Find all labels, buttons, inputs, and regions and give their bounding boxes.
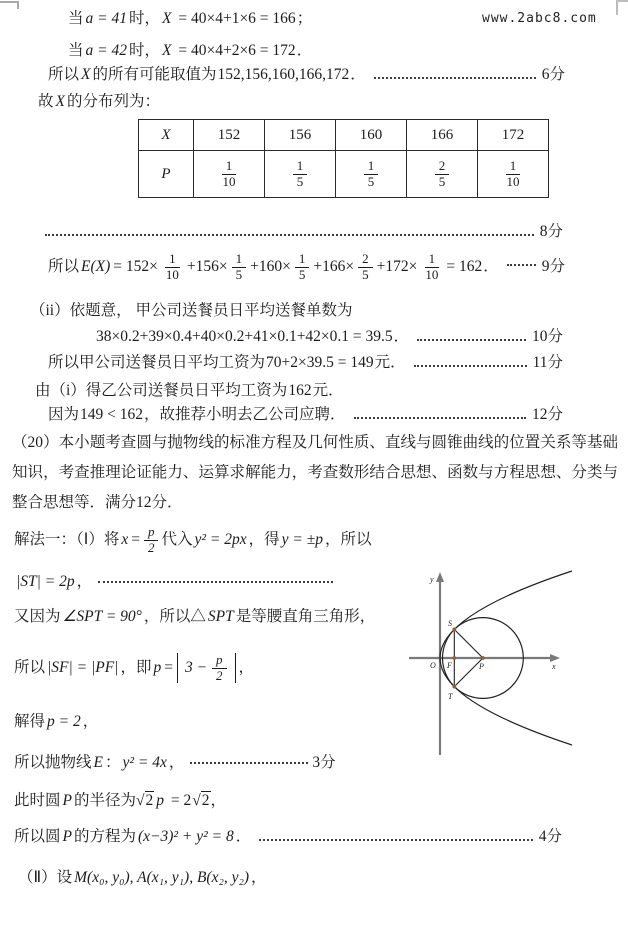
text-run: ， [210, 792, 227, 809]
frac-denominator: 2 [216, 667, 223, 683]
text-run: ， [82, 713, 99, 730]
text-run: 所以抛物线 [14, 754, 92, 771]
watermark-url: www.2abc8.com [482, 11, 597, 26]
text-run: 又因为 [14, 608, 61, 625]
score-label: 11分 [532, 354, 563, 371]
table-cell [407, 151, 478, 198]
line-expectation [48, 248, 565, 286]
math-run: +166× [313, 258, 355, 276]
text-run: ，所以△ [143, 608, 206, 625]
math-run: 152,156,160,166,172 [217, 66, 350, 83]
table-cell [336, 151, 407, 198]
frac-numerator: 1 [293, 159, 308, 175]
dotted-leader [374, 77, 536, 79]
table-cell: 156 [265, 120, 336, 151]
math-run: 38×0.2+39×0.4+40×0.2+41×0.1+42×0.1 = 39.5 [96, 328, 393, 345]
text-run: 所以甲公司送餐员日平均工资为 [48, 354, 266, 371]
segment-sp [454, 629, 483, 658]
frac-numerator: 1 [165, 252, 180, 268]
frac-numerator: 1 [425, 252, 440, 268]
line-sf-pf [14, 648, 254, 688]
text-run: 时， [128, 10, 160, 27]
math-run: = 2 [167, 792, 192, 809]
math-run: +156× [186, 258, 228, 276]
line-solve-p [14, 712, 98, 731]
text-run: 当 [68, 10, 84, 27]
label-y-axis: y [430, 575, 434, 584]
table-row [139, 120, 549, 151]
text-run: 由（i）得乙公司送餐员日平均工资为 [35, 382, 288, 399]
line-angle [14, 607, 375, 626]
question-20-intro: （20）本小题考查圆与抛物线的标准方程及几何性质、直线与圆锥曲线的位置关系等基础知识，考查推理论证能力、运算求解能力，考查数形结合思想、函数与方程思想、分类与整合思想等．满分12分． [12, 434, 618, 511]
frac-denominator: 5 [362, 266, 369, 282]
math-run: p [153, 659, 162, 677]
parabola-circle-figure [403, 553, 585, 765]
line-wage-yi [35, 381, 344, 400]
point-s [452, 628, 456, 632]
math-run: = 40×4+1×6 = 166 [174, 10, 296, 27]
line-st [14, 572, 337, 591]
text-run: ． [393, 328, 410, 345]
frac-denominator: 5 [296, 173, 304, 189]
text-run: 当 [68, 42, 84, 59]
text-run: 元． [374, 354, 406, 371]
math-run: 70+2×39.5 = 149 [266, 354, 374, 371]
frac-numerator: 2 [435, 159, 450, 175]
text-run: 此时圆 [14, 792, 61, 809]
text-run: ． [350, 66, 366, 83]
frac-numerator: p [144, 525, 159, 541]
text-run: ， [238, 659, 255, 677]
frac-denominator: 10 [165, 266, 179, 282]
score-label: 12分 [531, 406, 563, 423]
math-run: 162 [288, 382, 312, 399]
line-distribution-title [38, 92, 160, 111]
math-run: +172× [376, 258, 418, 276]
frac-denominator: 10 [425, 266, 439, 282]
text-run: 所以圆 [14, 828, 61, 845]
line-score8 [45, 222, 563, 241]
math-run: (x−3)² + y² = 8 [138, 828, 234, 845]
frac-numerator: 1 [295, 252, 310, 268]
dotted-leader [414, 365, 527, 367]
text-run: 解得 [14, 713, 46, 730]
math-run: = 152× [113, 258, 158, 276]
point-p [481, 656, 485, 660]
math-run: 149 < 162 [80, 406, 144, 423]
radicand: 2 [145, 792, 154, 809]
table-header-p: P [139, 151, 194, 198]
frac-denominator: 5 [298, 266, 306, 282]
text-run: 的半径为 [73, 792, 136, 809]
text-run: 所以 [48, 258, 80, 276]
table-header-x: X [139, 120, 194, 151]
math-run: E [93, 754, 103, 771]
line-parabola-eq [14, 753, 336, 772]
score-label: 10分 [531, 328, 563, 345]
text-run: 是等腰直角三角形， [235, 608, 376, 625]
math-run: = [164, 659, 173, 677]
math-run: P [62, 792, 72, 809]
text-run: ： [104, 754, 121, 771]
text-run: 所以 [48, 66, 80, 83]
math-run: y² = 2px [194, 531, 247, 549]
frac-numerator: 1 [506, 159, 521, 175]
frac-denominator: 2 [147, 539, 155, 555]
score-label: 4分 [538, 828, 562, 845]
line-solution1-start [14, 522, 372, 558]
line-ii-intro [30, 301, 353, 320]
dotted-leader [98, 581, 333, 583]
text-run: ． [296, 42, 313, 59]
text-run: 时， [128, 42, 160, 59]
math-run: a = 42 [85, 42, 127, 59]
text-run: ，即 [120, 659, 152, 677]
text-run: 代入 [161, 531, 193, 549]
radicand: 2 [201, 792, 210, 809]
label-t: T [448, 692, 453, 701]
page-corner-mark-left [0, 1, 19, 9]
math-run: +160× [250, 258, 291, 276]
frac-numerator: 1 [364, 159, 379, 175]
dotted-leader [259, 839, 532, 841]
dotted-leader [507, 264, 536, 266]
line-wage-jia [48, 353, 563, 372]
frac-numerator: 1 [222, 159, 237, 175]
frac-denominator: 5 [438, 173, 446, 189]
text-run: 的方程为 [73, 828, 136, 845]
math-run: x [121, 531, 129, 549]
label-s: S [448, 619, 452, 628]
score-label: 9分 [541, 258, 565, 276]
math-run: = 40×4+2×6 = 172 [174, 42, 296, 59]
sqrt-expression: √2 [136, 792, 154, 809]
table-cell: 160 [336, 120, 407, 151]
y-axis-arrow-icon [436, 572, 444, 582]
line-radius [14, 791, 226, 810]
text-run: 的所有可能取值为 [92, 66, 217, 83]
label-x-axis: x [552, 662, 556, 671]
math-run: X [162, 10, 172, 27]
table-cell: 166 [407, 120, 478, 151]
math-run: 3 − [184, 659, 208, 677]
math-run: = 162 [446, 258, 483, 276]
point-t [452, 685, 456, 689]
text-run: （ii）依题意， 甲公司送餐员日平均送餐单数为 [30, 302, 353, 319]
frac-denominator: 5 [367, 173, 375, 189]
score-label: 8分 [539, 223, 563, 240]
line-conclusion [48, 405, 563, 424]
sqrt-expression: √2 [192, 792, 210, 809]
dotted-leader [45, 234, 534, 236]
line-average-orders [95, 327, 563, 346]
frac-denominator: 10 [222, 173, 236, 189]
math-run: p [156, 792, 165, 809]
text-run: 所以 [14, 659, 46, 677]
table-cell [265, 151, 336, 198]
math-run: = [131, 531, 140, 549]
line-set-points [18, 868, 267, 887]
text-run: 解法一：（Ⅰ）将 [14, 531, 120, 549]
math-run: y = ±p [281, 531, 323, 549]
math-run: P [62, 828, 72, 845]
table-cell: 172 [478, 120, 549, 151]
table-cell [194, 151, 265, 198]
math-run: E(X) [81, 258, 111, 276]
x-axis-arrow-icon [550, 654, 560, 662]
text-run: 因为 [48, 406, 80, 423]
text-run: ，故推荐小明去乙公司应聘． [144, 406, 346, 423]
frac-numerator: 1 [232, 252, 247, 268]
text-run: ． [483, 258, 499, 276]
table-cell [478, 151, 549, 198]
absolute-value-group [177, 653, 236, 684]
dotted-leader [354, 417, 526, 419]
frac-numerator: p [212, 653, 227, 669]
text-run: ， [168, 754, 185, 771]
label-p: P [479, 662, 484, 671]
dotted-leader [417, 339, 526, 341]
distribution-table [138, 119, 549, 198]
text-run: 元． [312, 382, 344, 399]
math-run: X [55, 93, 65, 110]
math-run: M(x₀, y₀), A(x₁, y₁), B(x₂, y₂) [74, 869, 250, 886]
math-run: a = 41 [85, 10, 127, 27]
frac-denominator: 10 [506, 173, 520, 189]
math-run: X [81, 66, 91, 83]
score-label: 3分 [312, 754, 336, 771]
math-run: |SF| = |PF| [47, 659, 119, 677]
text-run: 故 [38, 93, 54, 110]
line-a42 [68, 41, 312, 60]
text-run: 的分布列为： [66, 93, 160, 110]
table-row [139, 151, 549, 198]
math-run: X [162, 42, 172, 59]
dotted-leader [190, 762, 308, 764]
page-corner-mark-right [616, 0, 628, 15]
text-run: （Ⅱ）设 [18, 869, 73, 886]
math-run: y² = 4x [122, 754, 167, 771]
point-f [452, 656, 456, 660]
text-run: ，所以 [324, 531, 372, 549]
line-a41 [68, 9, 312, 28]
math-run: p = 2 [47, 713, 81, 730]
text-run: ． [235, 828, 252, 845]
score-label: 6分 [541, 66, 565, 83]
label-f: F [447, 661, 452, 670]
label-o: O [430, 661, 436, 670]
math-run: SPT [207, 608, 234, 625]
math-run: |ST| = 2p [16, 573, 75, 590]
text-run: ， [251, 869, 267, 886]
text-run: ； [296, 10, 313, 27]
line-possible-values [48, 65, 565, 84]
math-run: ∠SPT = 90° [62, 608, 142, 625]
frac-numerator: 2 [358, 252, 373, 268]
frac-denominator: 5 [235, 266, 243, 282]
text-run: ，得 [248, 531, 280, 549]
text-run: ， [76, 573, 93, 590]
table-cell: 152 [194, 120, 265, 151]
line-circle-eq [14, 827, 562, 846]
